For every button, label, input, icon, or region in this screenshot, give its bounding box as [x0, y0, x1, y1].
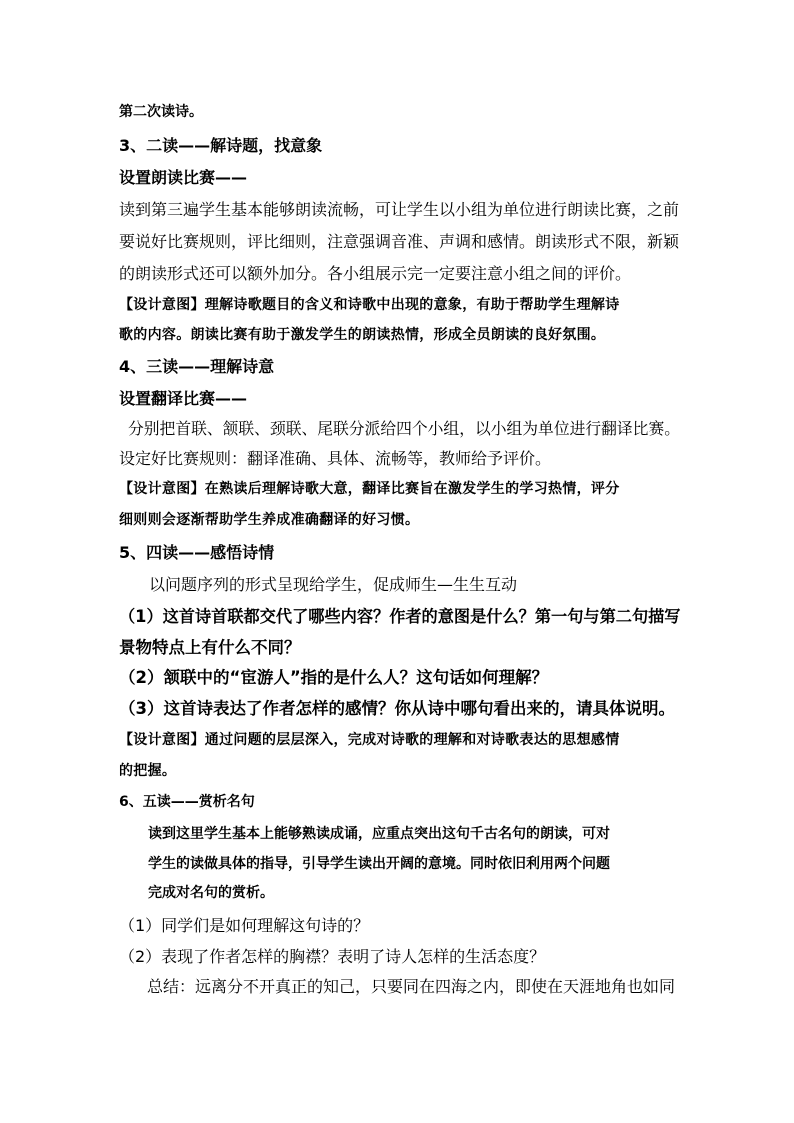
section-heading: 3、二读——解诗题，找意象: [119, 136, 323, 155]
question-item: 景物特点上有什么不同？: [119, 638, 301, 657]
design-intent-note: 【设计意图】在熟读后理解诗歌大意，翻译比赛旨在激发学生的学习热情，评分: [119, 481, 620, 497]
text-line: 完成对名句的赏析。: [148, 885, 274, 901]
text-line: 总结：远离分不开真正的知己，只要同在四海之内，即使在天涯地角也如同: [147, 977, 676, 996]
text-line: 第二次读诗。: [119, 104, 203, 120]
text-line: 以问题序列的形式呈现给学生，促成师生—生生互动: [149, 575, 518, 594]
question-item: （2）颔联中的“宦游人”指的是什么人？这句话如何理解？: [119, 668, 549, 687]
text-line: 设定好比赛规则：翻译准确、具体、流畅等，教师给予评价。: [119, 449, 552, 468]
question-item: （2）表现了作者怎样的胸襟？表明了诗人怎样的生活态度？: [119, 947, 546, 966]
text-line: 读到这里学生基本上能够熟读成诵，应重点突出这句千古名句的朗读，可对: [148, 826, 610, 842]
design-intent-note: 歌的内容。朗读比赛有助于激发学生的朗读热情，形成全员朗读的良好氛围。: [119, 327, 606, 343]
design-intent-note: 的把握。: [119, 763, 177, 779]
subsection-heading: 设置翻译比赛——: [119, 389, 248, 408]
design-intent-note: 【设计意图】通过问题的层层深入，完成对诗歌的理解和对诗歌表达的思想感情: [119, 732, 620, 748]
section-heading: 6、五读——赏析名句: [119, 794, 255, 810]
design-intent-note: 【设计意图】理解诗歌题目的含义和诗歌中出现的意象，有助于帮助学生理解诗: [119, 297, 620, 313]
design-intent-note: 细则则会逐渐帮助学生养成准确翻译的好习惯。: [119, 512, 420, 528]
question-item: （1）这首诗首联都交代了哪些内容？作者的意图是什么？第一句与第二句描写: [119, 607, 681, 626]
question-item: （3）这首诗表达了作者怎样的感情？你从诗中哪句看出来的，请具体说明。: [119, 699, 675, 718]
text-line: 要说好比赛规则，评比细则，注意强调音准、声调和感情。朗读形式不限，新颖: [119, 232, 680, 251]
text-line: 读到第三遍学生基本能够朗读流畅，可让学生以小组为单位进行朗读比赛，之前: [119, 200, 680, 219]
section-heading: 5、四读——感悟诗情: [119, 543, 275, 562]
text-line: 的朗读形式还可以额外加分。各小组展示完一定要注意小组之间的评价。: [119, 264, 632, 283]
text-line: 分别把首联、颔联、颈联、尾联分派给四个小组，以小组为单位进行翻译比赛。: [128, 419, 681, 438]
subsection-heading: 设置朗读比赛——: [119, 168, 248, 187]
section-heading: 4、三读——理解诗意: [119, 357, 275, 376]
question-item: （1）同学们是如何理解这句诗的？: [119, 916, 370, 935]
text-line: 学生的读做具体的指导，引导学生读出开阔的意境。同时依旧利用两个问题: [148, 856, 610, 872]
